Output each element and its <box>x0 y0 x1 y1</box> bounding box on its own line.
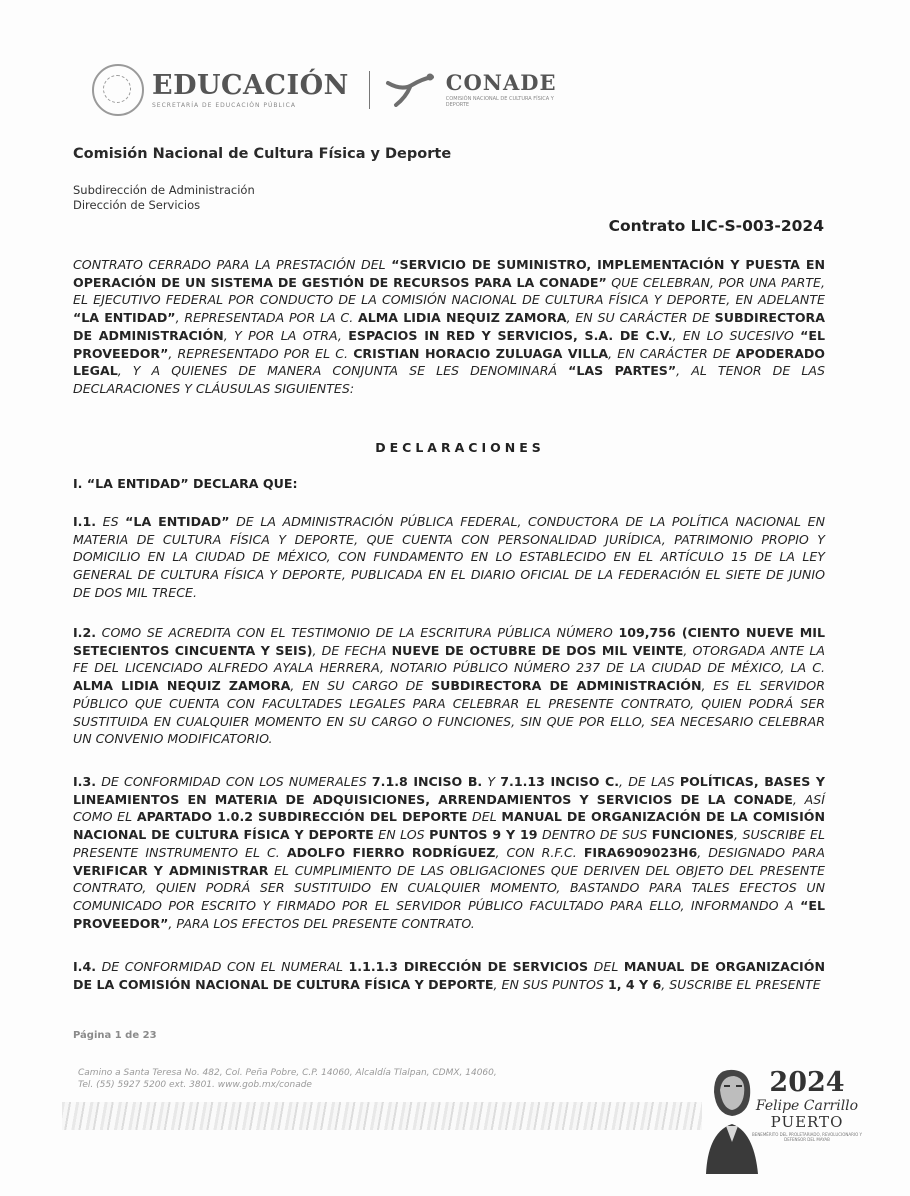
organization-name: Comisión Nacional de Cultura Física y Deporte <box>73 146 452 162</box>
conade-logo <box>446 72 557 108</box>
emphasis-text: FIRA6909023H6 <box>583 844 698 860</box>
declaraciones-title: DECLARACIONES <box>375 440 545 455</box>
body-text: EL CUMPLIMIENTO DE LAS OBLIGACIONES QUE DERIVEN DEL OBJETO DEL PRESENTE CONTRATO, QUIEN PODRÁ SER SUSTITUIDO EN CUALQUIER MOMENTO, BASTANDO PARA TALES EFECTOS UN COMUNICADO POR ESCRITO Y FIRMADO POR EL SERVIDOR PÚBLICO FACULTADO PARA ELLO, INFORMANDO A <box>73 862 825 913</box>
body-text: , SUSCRIBE EL PRESENTE <box>661 976 821 992</box>
educacion-logo <box>152 69 349 109</box>
emphasis-text: NUEVE DE OCTUBRE DE DOS MIL VEINTE <box>391 642 684 658</box>
entidad-heading: I. “LA ENTIDAD” DECLARA QUE: <box>73 476 298 491</box>
declaration-i2 <box>73 624 825 748</box>
emphasis-text: APODERADO LEGAL <box>73 345 825 379</box>
body-text: ES <box>96 514 126 529</box>
emphasis-text: ADOLFO FIERRO RODRÍGUEZ <box>286 844 496 860</box>
emphasis-text: “EL PROVEEDOR” <box>73 897 825 931</box>
emphasis-text: I.4. <box>73 959 97 974</box>
body-text: EN LOS <box>373 827 430 843</box>
emphasis-text: 7.1.8 INCISO B. <box>371 774 483 789</box>
body-text: , REPRESENTADA POR LA C. <box>175 310 358 326</box>
body-text: DE CONFORMIDAD CON EL NUMERAL <box>96 959 349 974</box>
educacion-title: EDUCACIÓN <box>152 69 349 101</box>
commemoration-place: PUERTO <box>770 1113 844 1131</box>
body-text: , SUSCRIBE EL PRESENTE INSTRUMENTO EL C. <box>73 827 825 860</box>
body-text: , EN SU CARGO DE <box>290 678 432 694</box>
emphasis-text: FUNCIONES <box>651 827 734 843</box>
body-text: QUE CELEBRAN, POR UNA PARTE, EL EJECUTIVO FEDERAL POR CONDUCTO DE LA COMISIÓN NACIONAL DE CULTURA FÍSICA Y DEPORTE, EN ADELANTE <box>73 274 825 308</box>
emphasis-text: 1.1.1.3 DIRECCIÓN DE SERVICIOS <box>348 959 589 974</box>
emphasis-text: 109,756 (CIENTO NUEVE MIL SETECIENTOS CINCUENTA Y SEIS) <box>73 625 825 658</box>
body-text: COMO SE ACREDITA CON EL TESTIMONIO DE LA ESCRITURA PÚBLICA NÚMERO <box>96 625 619 640</box>
emphasis-text: ESPACIOS IN RED Y SERVICIOS, S.A. DE C.V. <box>348 327 673 343</box>
emphasis-text: ALMA LIDIA NEQUIZ ZAMORA <box>73 678 291 694</box>
body-text: DEL <box>467 809 502 825</box>
body-text: , DE LAS <box>619 774 680 789</box>
conade-athlete-icon <box>384 73 440 107</box>
emphasis-text: “LAS PARTES” <box>568 363 677 379</box>
emphasis-text: I.1. <box>73 514 97 529</box>
subdireccion-label: Subdirección de Administración <box>73 183 255 197</box>
contract-number: Contrato LIC-S-003-2024 <box>608 217 824 235</box>
body-text: , ASÍ COMO EL <box>73 791 825 825</box>
body-text: , EN SUS PUNTOS <box>493 976 608 992</box>
body-text: , EN CARÁCTER DE <box>608 345 736 361</box>
emphasis-text: SUBDIRECTORA DE ADMINISTRACIÓN <box>73 310 825 343</box>
header-logos <box>92 62 557 118</box>
educacion-subtitle: SECRETARÍA DE EDUCACIÓN PÚBLICA <box>152 101 296 109</box>
commemoration-subtitle: BENEMÉRITO DEL PROLETARIADO, REVOLUCIONARIO Y DEFENSOR DEL MAYAB <box>752 1132 862 1142</box>
commemorative-logo <box>752 1068 862 1142</box>
emphasis-text: “LA ENTIDAD” <box>73 310 176 326</box>
body-text: , OTORGADA ANTE LA FE DEL LICENCIADO ALFREDO AYALA HERRERA, NOTARIO PÚBLICO NÚMERO 237 DE LA CIUDAD DE MÉXICO, LA C. <box>73 642 826 676</box>
emphasis-text: PUNTOS 9 Y 19 <box>429 827 538 843</box>
emphasis-text: VERIFICAR Y ADMINISTRAR <box>73 862 269 878</box>
year-label: 2024 <box>769 1067 845 1098</box>
emphasis-text: I.3. <box>73 774 97 789</box>
emphasis-text: 7.1.13 INCISO C. <box>500 774 620 789</box>
body-text: , ES EL SERVIDOR PÚBLICO QUE CUENTA CON FACULTADES LEGALES PARA CELEBRAR EL PRESENTE CONTRATO, QUIEN PODRÁ SER SUSTITUIDA EN CUALQUIER MOMENTO EN SU CARGO O FUNCIONES, SIN QUE POR ELLO, SEA NECESARIO CELEBRAR UN CONVENIO MODIFICATORIO. <box>73 678 825 747</box>
emphasis-text: APARTADO 1.0.2 SUBDIRECCIÓN DEL DEPORTE <box>136 809 468 825</box>
body-text: , CON R.F.C. <box>495 844 584 860</box>
emphasis-text: I.2. <box>73 625 97 640</box>
emphasis-text: 1, 4 Y 6 <box>607 976 662 992</box>
body-text: , REPRESENTADO POR EL C. <box>168 345 354 361</box>
body-text: , DESIGNADO PARA <box>697 844 825 860</box>
conade-subtitle: COMISIÓN NACIONAL DE CULTURA FÍSICA Y DEPORTE <box>445 96 554 108</box>
body-text: , Y A QUIENES DE MANERA CONJUNTA SE LES DENOMINARÁ <box>117 363 569 379</box>
emphasis-text: MANUAL DE ORGANIZACIÓN DE LA COMISIÓN NACIONAL DE CULTURA FÍSICA Y DEPORTE <box>73 959 825 992</box>
emphasis-text: “EL PROVEEDOR” <box>73 327 826 361</box>
body-text: , DE FECHA <box>312 642 392 658</box>
body-text: , EN SU CARÁCTER DE <box>566 310 715 326</box>
emphasis-text: ALMA LIDIA NEQUIZ ZAMORA <box>357 310 567 326</box>
commemoration-name: Felipe Carrillo <box>755 1098 859 1114</box>
declaration-i3 <box>73 773 825 932</box>
body-text: DE CONFORMIDAD CON LOS NUMERALES <box>96 774 372 789</box>
emphasis-text: SUBDIRECTORA DE ADMINISTRACIÓN <box>431 678 702 694</box>
footer-contact: Tel. (55) 5927 5200 ext. 3801. www.gob.mx/conade <box>78 1080 312 1090</box>
emphasis-text: POLÍTICAS, BASES Y LINEAMIENTOS EN MATERIA DE ADQUISICIONES, ARRENDAMIENTOS Y SERVICIOS DE LA CONADE <box>73 774 825 807</box>
declaration-i1 <box>73 513 825 602</box>
mexico-seal-icon <box>92 64 144 116</box>
body-text: DE LA ADMINISTRACIÓN PÚBLICA FEDERAL, CONDUCTORA DE LA POLÍTICA NACIONAL EN MATERIA DE CULTURA FÍSICA Y DEPORTE, QUE CUENTA CON PERSONALIDAD JURÍDICA, PATRIMONIO PROPIO Y DOMICILIO EN LA CIUDAD DE MÉXICO, CON FUNDAMENTO EN LO ESTABLECIDO EN EL ARTÍCULO 15 DE LA LEY GENERAL DE CULTURA FÍSICA Y DEPORTE, PUBLICADA EN EL DIARIO OFICIAL DE LA FEDERACIÓN EL SIETE DE JUNIO DE DOS MIL TRECE. <box>73 514 825 600</box>
body-text: Y <box>482 774 501 789</box>
emphasis-text: MANUAL DE ORGANIZACIÓN DE LA COMISIÓN NACIONAL DE CULTURA FÍSICA Y DEPORTE <box>73 809 826 843</box>
body-text: , PARA LOS EFECTOS DEL PRESENTE CONTRATO. <box>168 915 475 931</box>
body-text: CONTRATO CERRADO PARA LA PRESTACIÓN DEL <box>73 257 392 272</box>
body-text: , Y POR LA OTRA, <box>223 327 349 343</box>
body-text: DEL <box>588 959 624 974</box>
page-number: Página 1 de 23 <box>73 1030 157 1041</box>
declaration-i4 <box>73 958 825 993</box>
body-text: , AL TENOR DE LAS DECLARACIONES Y CLÁUSULAS SIGUIENTES: <box>73 363 825 396</box>
logo-divider <box>369 71 370 109</box>
footer-address: Camino a Santa Teresa No. 482, Col. Peña Pobre, C.P. 14060, Alcaldía Tlalpan, CDMX, 14060, <box>78 1068 497 1078</box>
intro-paragraph <box>73 256 825 398</box>
emphasis-text: CRISTIAN HORACIO ZULUAGA VILLA <box>353 345 609 361</box>
body-text: DENTRO DE SUS <box>537 827 652 843</box>
body-text: , EN LO SUCESIVO <box>672 327 801 343</box>
emphasis-text: “SERVICIO DE SUMINISTRO, IMPLEMENTACIÓN Y PUESTA EN OPERACIÓN DE UN SISTEMA DE GESTIÓN DE RECURSOS PARA LA CONADE” <box>73 257 825 290</box>
portrait-illustration <box>700 1062 760 1174</box>
conade-title: CONADE <box>445 70 557 95</box>
direccion-label: Dirección de Servicios <box>73 198 201 212</box>
footer-pattern <box>62 1102 702 1130</box>
emphasis-text: “LA ENTIDAD” <box>125 514 230 529</box>
